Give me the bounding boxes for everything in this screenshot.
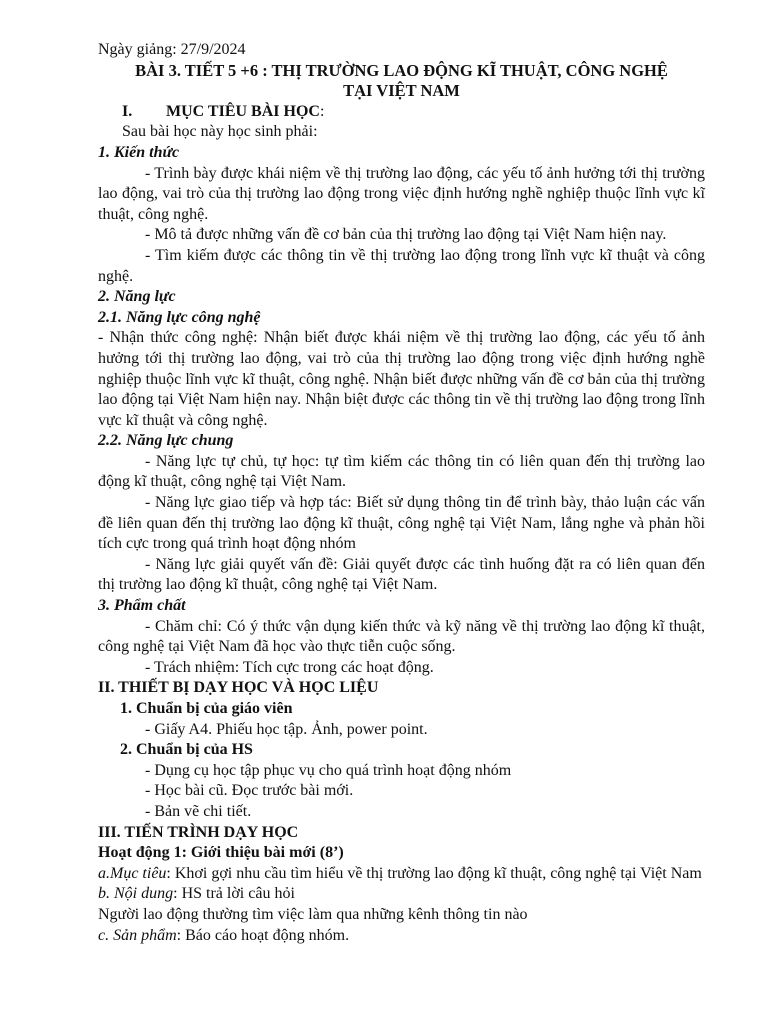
- activity-1-content: [98, 884, 705, 905]
- section-3-heading: III. TIẾN TRÌNH DẠY HỌC: [98, 823, 299, 841]
- knowledge-item-3: - Tìm kiếm được các thông tin về thị trường lao động trong lĩnh vực kĩ thuật và công nghệ.: [98, 246, 705, 285]
- section-2-heading: II. THIẾT BỊ DẠY HỌC VÀ HỌC LIỆU: [98, 679, 379, 697]
- student-prep-item-1: - Dụng cụ học tập phục vụ cho quá trình hoạt động nhóm: [145, 761, 512, 779]
- student-prep-heading: 2. Chuẩn bị của HS: [120, 741, 253, 759]
- product-label: c. Sản phẩm: [98, 926, 177, 944]
- tech-competence-text: - Nhận thức công nghệ: Nhận biết được khái niệm về thị trường lao động, các yếu tố ảnh hưởng tới thị trường lao động, vai trò của thị trường lao động trong việc định hướng nghề nghiệp thuộc lĩnh vực kĩ thuật, công nghệ. Nhận biết được những vấn đề cơ bản của thị trường lao động tại Việt Nam hiện nay. Nhận biệt được các thông tin về thị trường lao động trong lĩnh vực kĩ thuật và công nghệ.: [98, 329, 705, 429]
- section-1-number: I.: [122, 102, 133, 120]
- section-1-title: [166, 102, 324, 123]
- quality-item-2: - Trách nhiệm: Tích cực trong các hoạt động.: [145, 658, 434, 676]
- section-1-intro: Sau bài học này học sinh phải:: [122, 123, 318, 141]
- activity-1-heading: Hoạt động 1: Giới thiệu bài mới (8’): [98, 844, 344, 862]
- general-competence-heading: 2.2. Năng lực chung: [98, 432, 234, 450]
- student-prep-item-3: - Bản vẽ chi tiết.: [145, 802, 252, 820]
- general-competence-item-2: - Năng lực giao tiếp và hợp tác: Biết sử dụng thông tin để trình bày, thảo luận các vấn đề liên quan đến thị trường lao động kĩ thuật, công nghệ tại Việt Nam, lắng nghe và phản hồi tích cực trong quá trình hoạt động nhóm: [98, 494, 705, 553]
- tech-competence-heading: 2.1. Năng lực công nghệ: [98, 308, 261, 326]
- activity-1-product: [98, 926, 705, 947]
- competence-heading: 2. Năng lực: [98, 288, 176, 306]
- lesson-title-line-1: BÀI 3. TIẾT 5 +6 : THỊ TRƯỜNG LAO ĐỘNG KĨ THUẬT, CÔNG NGHỆ: [135, 60, 668, 80]
- activity-1-question: Người lao động thường tìm việc làm qua những kênh thông tin nào: [98, 905, 528, 923]
- objective-text: : Khơi gợi nhu cầu tìm hiểu về thị trường lao động kĩ thuật, công nghệ tại Việt Nam: [166, 864, 702, 882]
- activity-1-objective: [98, 864, 705, 885]
- teacher-prep-heading: 1. Chuẩn bị của giáo viên: [120, 700, 293, 717]
- general-competence-item-1: - Năng lực tự chủ, tự học: tự tìm kiếm các thông tin có liên quan đến thị trường lao động kĩ thuật, công nghệ tại Việt Nam.: [98, 452, 705, 491]
- section-1-colon: :: [319, 102, 325, 120]
- content-text: : HS trả lời câu hỏi: [173, 885, 295, 903]
- document-body: [98, 40, 705, 946]
- general-competence-item-3: - Năng lực giải quyết vấn đề: Giải quyết được các tình huống đặt ra có liên quan đến thị trường lao động kĩ thuật, công nghệ tại Việt Nam.: [98, 555, 705, 594]
- quality-item-1: - Chăm chỉ: Có ý thức vận dụng kiến thức và kỹ năng về thị trường lao động kĩ thuật, công nghệ tại Việt Nam đã học vào thực tiễn cuộc sống.: [98, 617, 705, 656]
- quality-heading: 3. Phẩm chất: [98, 597, 186, 615]
- teacher-prep-item-1: - Giấy A4. Phiếu học tập. Ảnh, power point.: [145, 720, 428, 738]
- knowledge-heading: 1. Kiến thức: [98, 143, 180, 161]
- lesson-date: Ngày giảng: 27/9/2024: [98, 41, 246, 58]
- section-1-title-text: MỤC TIÊU BÀI HỌC: [166, 102, 320, 120]
- section-1-heading: [98, 102, 705, 123]
- student-prep-item-2: - Học bài cũ. Đọc trước bài mới.: [145, 782, 354, 800]
- lesson-title-line-2: TẠI VIỆT NAM: [343, 81, 460, 101]
- product-text: : Báo cáo hoạt động nhóm.: [176, 926, 350, 944]
- content-label: b. Nội dung: [98, 885, 174, 903]
- objective-label: a.Mục tiêu: [98, 864, 167, 882]
- knowledge-item-2: - Mô tả được những vấn đề cơ bản của thị trường lao động tại Việt Nam hiện nay.: [145, 226, 667, 244]
- knowledge-item-1: - Trình bày được khái niệm về thị trường lao động, các yếu tố ảnh hưởng tới thị trường lao động, vai trò của thị trường lao động trong việc định hướng nghề nghiệp thuộc lĩnh vực kĩ thuật, công nghệ.: [98, 164, 705, 223]
